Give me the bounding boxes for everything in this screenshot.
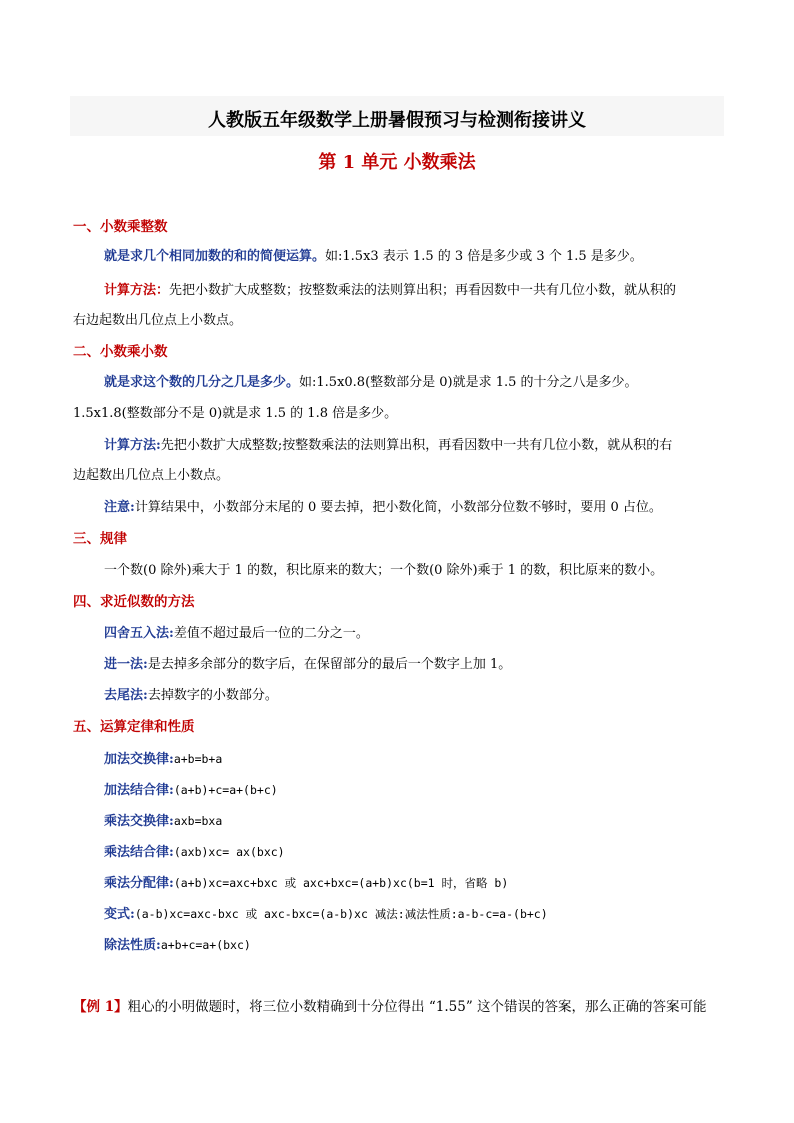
section-2-note — [104, 499, 662, 517]
law-label: 乘法交换律: — [104, 814, 174, 829]
law-item — [104, 812, 222, 831]
law-label: 加法结合律: — [104, 783, 174, 798]
section-4-method-2 — [104, 656, 511, 674]
section-5-heading: 五、运算定律和性质 — [73, 719, 195, 735]
section-4-heading: 四、求近似数的方法 — [73, 594, 195, 610]
law-item — [104, 874, 508, 893]
example-text: 粗心的小明做题时，将三位小数精确到十分位得出 “1.55” 这个错误的答案，那么正确的答案可能 — [127, 999, 707, 1015]
section-1-definition — [104, 248, 643, 266]
law-label: 乘法结合律: — [104, 845, 174, 860]
law-item — [104, 781, 278, 800]
section-4-method-3-text: 去掉数字的小数部分。 — [147, 688, 278, 703]
section-4-method-1-label: 四舍五入法: — [104, 626, 174, 641]
section-3-text: 一个数(0 除外)乘大于 1 的数，积比原来的数大；一个数(0 除外)乘于 1 的数，积比原来的数小。 — [104, 563, 664, 578]
section-2-definition-cont: 1.5x1.8(整数部分不是 0)就是求 1.5 的 1.8 倍是多少。 — [73, 406, 398, 421]
document-title: 人教版五年级数学上册暑假预习与检测衔接讲义 — [208, 110, 586, 131]
section-4-method-3-label: 去尾法: — [104, 688, 148, 703]
section-2-definition-bold: 就是求这个数的几分之几是多少。 — [104, 375, 300, 390]
example-label: 【例 1】 — [73, 999, 128, 1015]
law-item — [104, 843, 285, 862]
law-label: 乘法分配律: — [104, 876, 174, 891]
section-2-definition — [104, 374, 638, 392]
section-2-heading: 二、小数乘小数 — [73, 344, 168, 360]
section-4-method-3 — [104, 687, 278, 705]
section-4-method-2-label: 进一法: — [104, 657, 148, 672]
law-formula: (a+b)+c=a+(b+c) — [173, 783, 278, 797]
law-label: 除法性质: — [104, 938, 161, 953]
law-item — [104, 750, 222, 769]
law-item — [104, 936, 251, 955]
law-label: 变式: — [104, 907, 135, 922]
section-2-note-text: 计算结果中，小数部分末尾的 0 要去掉，把小数化简，小数部分位数不够时，要用 0 占位。 — [134, 500, 662, 515]
example-1 — [73, 998, 707, 1016]
law-formula: (axb)xc= ax(bxc) — [173, 845, 285, 859]
law-formula: a+b+c=a+(bxc) — [160, 938, 251, 952]
section-1-definition-bold: 就是求几个相同加数的和的简便运算。 — [104, 249, 326, 264]
section-2-calc — [104, 437, 672, 455]
section-4-method-1 — [104, 625, 369, 643]
section-2-calc-cont: 边起数出几位点上小数点。 — [73, 468, 230, 483]
section-1-calc-cont: 右边起数出几位点上小数点。 — [73, 313, 243, 328]
law-formula: a+b=b+a — [173, 752, 223, 766]
section-2-note-label: 注意: — [104, 500, 135, 515]
section-2-calc-text: 先把小数扩大成整数;按整数乘法的法则算出积，再看因数中一共有几位小数，就从积的右 — [160, 438, 673, 453]
unit-title: 第 1 单元 小数乘法 — [318, 152, 476, 173]
law-label: 加法交换律: — [104, 752, 174, 767]
section-3-heading: 三、规律 — [73, 531, 127, 547]
law-formula: axb=bxa — [173, 814, 223, 828]
section-1-calc-label: 计算方法： — [104, 283, 170, 298]
law-formula: (a+b)xc=axc+bxc 或 axc+bxc=(a+b)xc(b=1 时，省略 b) — [173, 876, 509, 890]
section-2-definition-rest: 如:1.5x0.8(整数部分是 0)就是求 1.5 的十分之八是多少。 — [299, 375, 638, 390]
section-1-calc — [104, 282, 676, 300]
section-4-method-2-text: 是去掉多余部分的数字后，在保留部分的最后一个数字上加 1。 — [147, 657, 512, 672]
section-4-method-1-text: 差值不超过最后一位的二分之一。 — [173, 626, 369, 641]
section-1-calc-text: 先把小数扩大成整数；按整数乘法的法则算出积；再看因数中一共有几位小数，就从积的 — [169, 283, 677, 298]
section-1-heading: 一、小数乘整数 — [73, 219, 168, 235]
law-formula: (a-b)xc=axc-bxc 或 axc-bxc=(a-b)xc 减法:减法性质:a-b-c=a-(b+c) — [134, 907, 548, 921]
law-item — [104, 905, 548, 924]
section-1-definition-rest: 如:1.5x3 表示 1.5 的 3 倍是多少或 3 个 1.5 是多少。 — [325, 249, 643, 264]
section-2-calc-label: 计算方法: — [104, 438, 161, 453]
